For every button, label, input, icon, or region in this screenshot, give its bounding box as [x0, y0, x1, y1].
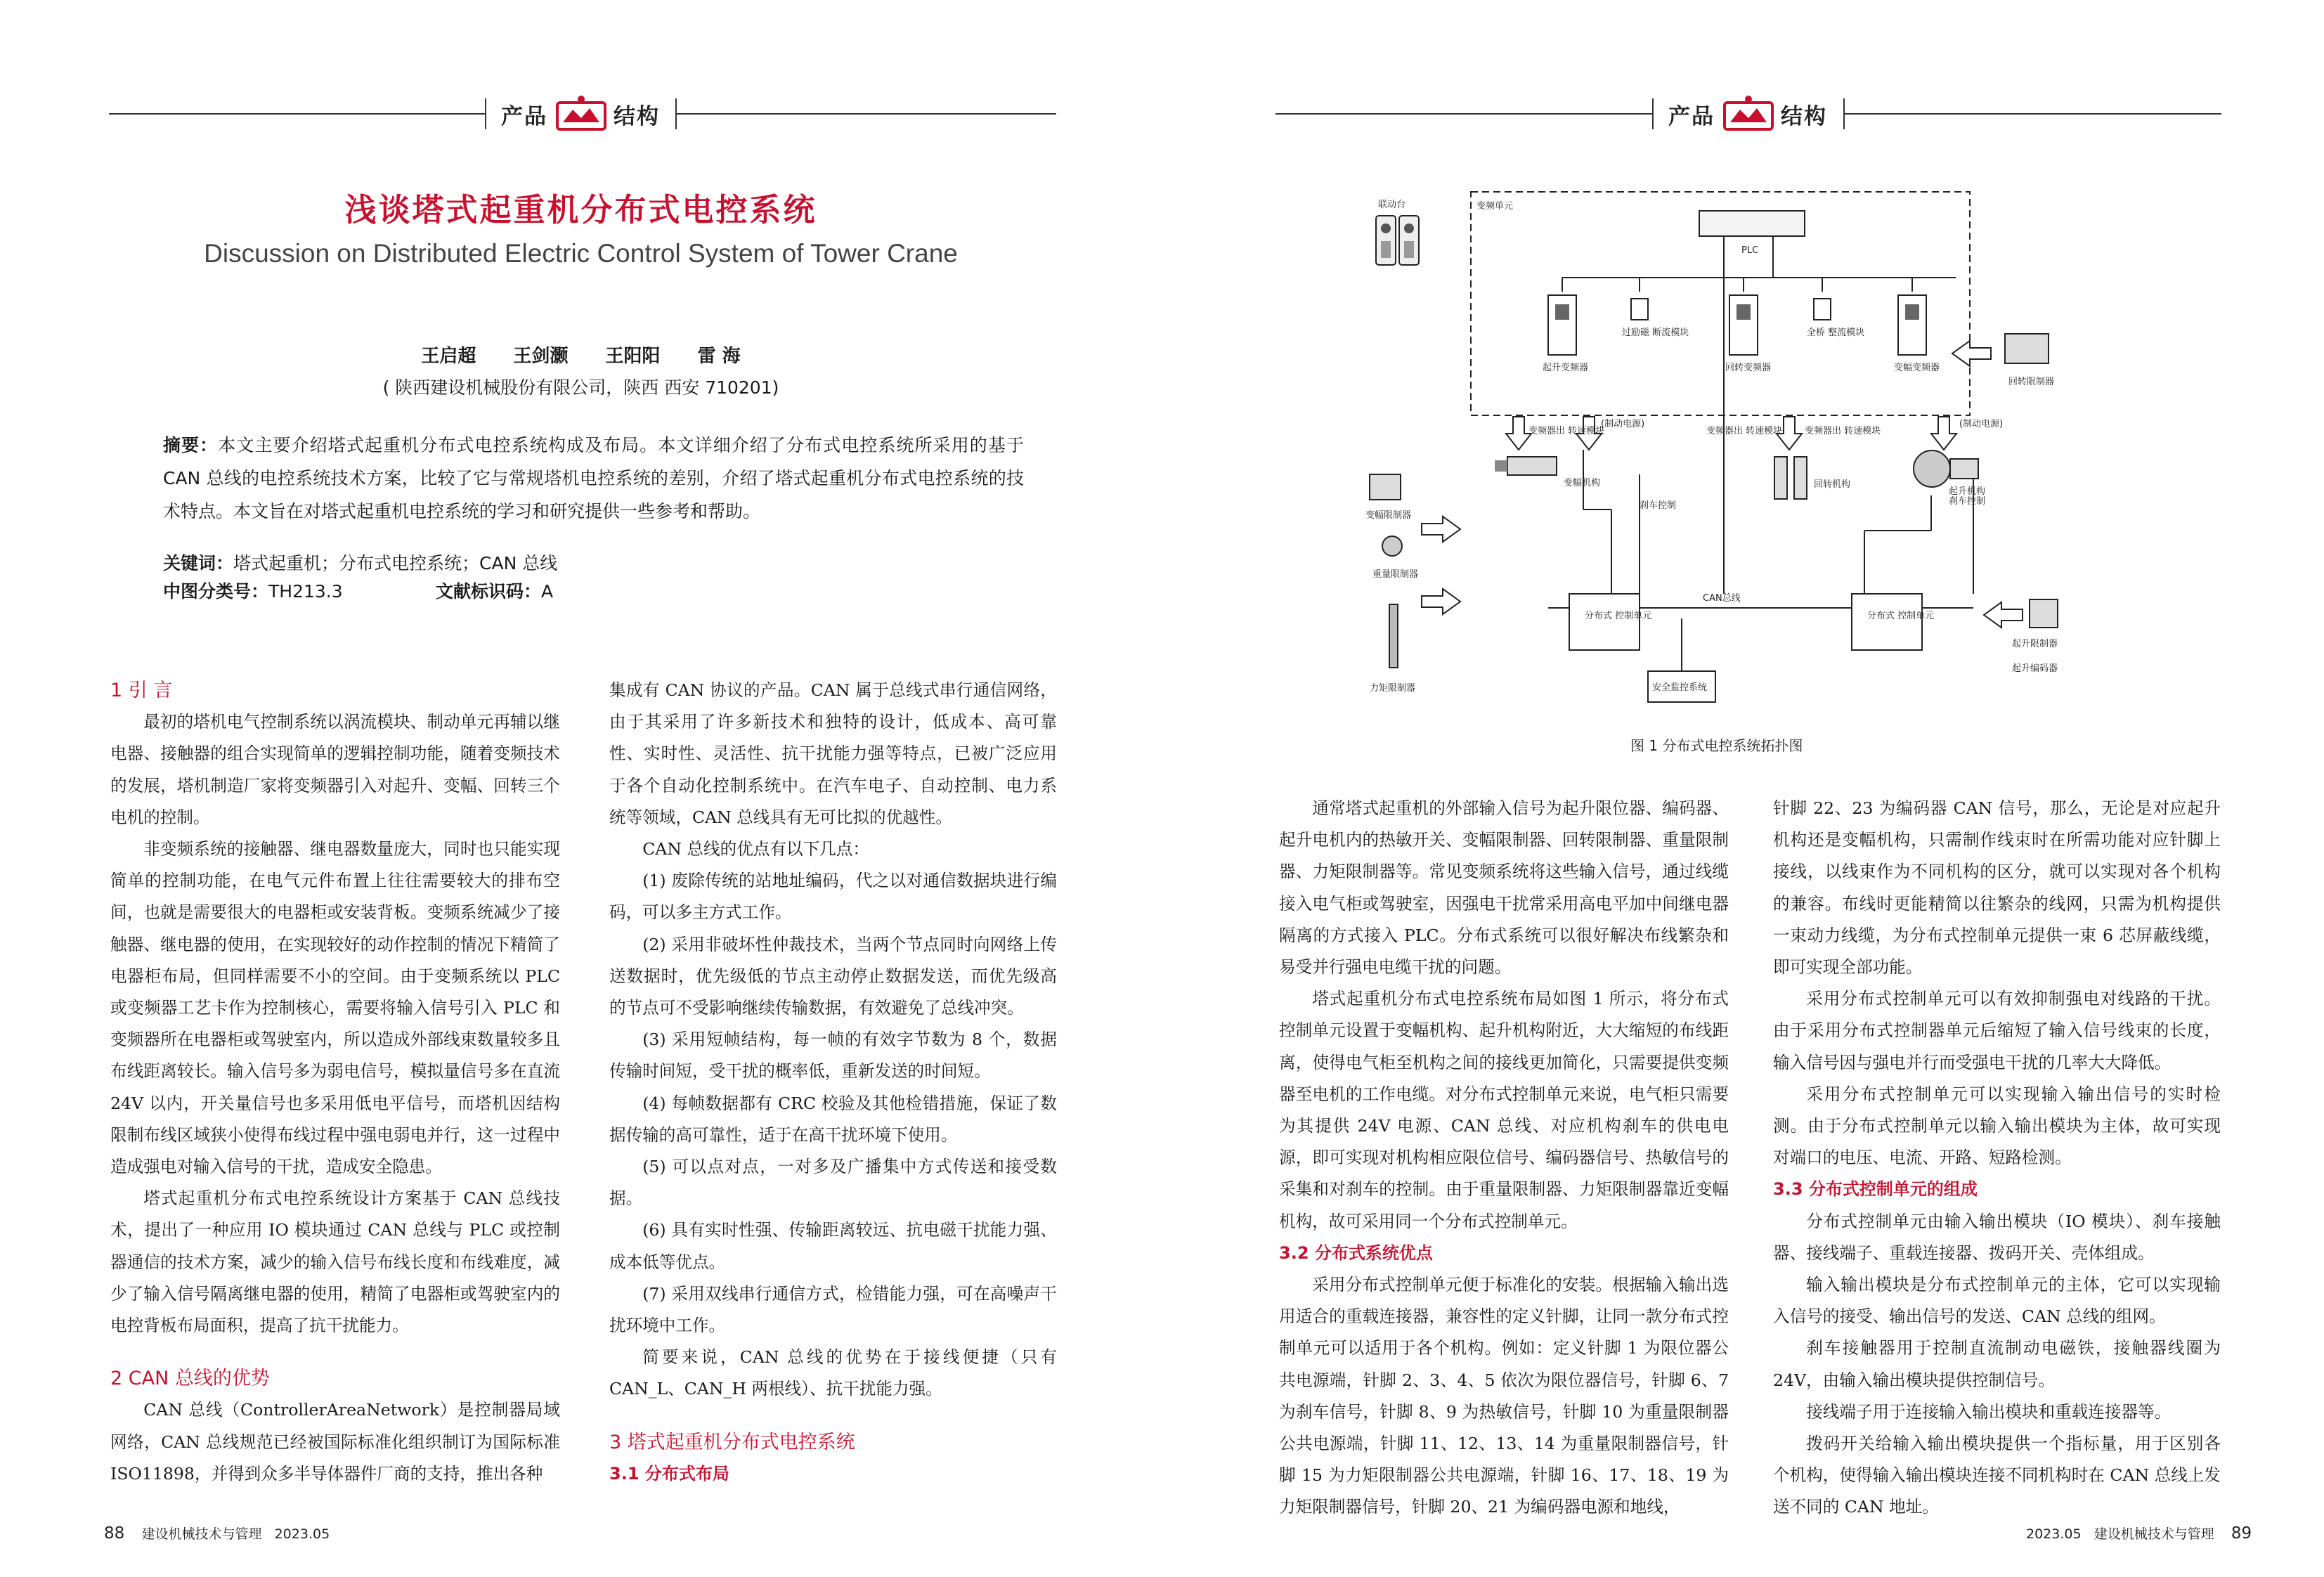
- header-divider: [1843, 98, 1845, 129]
- mod1-label: 过励磁 断流模块: [1622, 327, 1689, 338]
- list-item: (1) 废除传统的站地址编码，代之以对通信数据块进行编码，可以多主方式工作。: [609, 871, 1057, 923]
- clc-code: [163, 578, 343, 603]
- topology-diagram: [1344, 179, 2061, 731]
- paragraph: 针脚 22、23 为编码器 CAN 信号，那么，无论是对应起升机构还是变幅机构，只需制作线束时在所需功能对应针脚上接线，以线束作为不同机构的区分，就可以实现对各个机构的兼容。布线时更能精简以往繁杂的线网，只需为机构提供一束动力线缆，为分布式控制单元提供一束 6 芯屏蔽线缆，即可实现全部功能。: [1773, 798, 2221, 978]
- switch-label: 重量限制器: [1372, 569, 1419, 580]
- heading-1: 1 引 言: [110, 680, 173, 701]
- converter-label: 变频器出 转速模块: [1706, 426, 1783, 436]
- clc-value: TH213.3: [268, 581, 343, 602]
- vfd-icon: [1729, 295, 1758, 355]
- paragraph: 刹车接触器用于控制直流制动电磁铁，接触器线圈为 24V，由输入输出模块提供控制信号。: [1773, 1338, 2221, 1390]
- module-icon: [1814, 299, 1831, 320]
- brake-power-label: (制动电源): [1959, 419, 2004, 429]
- heading-3-2: 3.2 分布式系统优点: [1279, 1242, 1433, 1263]
- list-item: (2) 采用非破坏性仲裁技术，当两个节点同时向网络上传送数据时，优先级低的节点主动停止数据发送，而优先级高的节点可不受影响继续传输数据，有效避免了总线冲突。: [609, 934, 1057, 1018]
- limit-switch-icon: [2005, 334, 2049, 363]
- vfd2-label: 回转变频器: [1725, 363, 1772, 373]
- paragraph: 非变频系统的接触器、继电器数量庞大，同时也只能实现简单的控制功能，在电气元件布置上往往需要较大的排布空间，也就是需要很大的电器柜或安装背板。变频系统减少了接触器、继电器的使用，在实现较好的动作控制的情况下精简了电器柜布局，但同样需要不小的空间。由于变频系统以 PLC 或变频器工艺卡作为控制核心，需要将输入信号引入 PLC 和变频器所在电器柜或驾驶室内，所以造成外部线束数量较多且布线距离较长。输入信号多为弱电信号，模拟量信号多在直流 24V 以内，开关量信号也多采用低电平信号，而塔机因结构限制布线区域狭小使得布线过程中强电弱电并行，这一过程中造成强电对输入信号的干扰，造成安全隐患。: [110, 839, 560, 1177]
- switch-label: 变幅限制器: [1365, 510, 1412, 521]
- limit-switch-icon: [2030, 599, 2058, 628]
- magazine-logo-icon: [1720, 93, 1777, 132]
- list-item: (4) 每帧数据都有 CRC 校验及其他检错措施，保证了数据传输的高可靠性，适于在高干扰环境下使用。: [609, 1093, 1057, 1145]
- switch-label: 力矩限制器: [1370, 683, 1416, 694]
- paragraph: CAN 总线的优点有以下几点：: [642, 839, 869, 859]
- limit-switch-icon: [1382, 536, 1402, 556]
- clc-label: 中图分类号：: [163, 581, 269, 602]
- brake-power-label: (制动电源): [1601, 419, 1645, 429]
- author: 王启超: [421, 346, 476, 367]
- author: 王剑灏: [513, 346, 569, 367]
- abstract: [163, 429, 1024, 528]
- plc-label: PLC: [1741, 245, 1759, 256]
- right-arrow-icon: [1422, 517, 1460, 614]
- limit-switch-icon: [1370, 474, 1401, 500]
- footer-right: [2026, 1524, 2252, 1543]
- safety-label: 安全监控系统: [1652, 682, 1708, 693]
- switch-label: 起升限制器: [2012, 639, 2058, 649]
- journal-name: 建设机械技术与管理: [2093, 1526, 2214, 1542]
- right-column-2: [1773, 793, 2221, 1524]
- header-rule-right-b: [1845, 113, 2221, 115]
- figure-caption: 图 1 分布式电控系统拓扑图: [1630, 737, 1803, 754]
- vfd-icon: [1898, 295, 1926, 355]
- keywords: [163, 550, 557, 575]
- paragraph: 采用分布式控制单元便于标准化的安装。根据输入输出选用适合的重载连接器，兼容性的定义针脚，让同一款分布式控制单元可以适用于各个机构。例如：定义针脚 1 为限位器公共电源端，针脚 2、3、4、5 依次为限位器信号，针脚 6、7 为刹车信号，针脚 8、9 为热敏信号，针脚 10 为重量限制器公共电源端，针脚 11、12、13、14 为重量限制器信号，针脚 15 为力矩限制器公共电源端，针脚 16、17、18、19 为力矩限制器信号，针脚 20、21 为编码器电源和地线，: [1279, 1275, 1729, 1517]
- paragraph: 采用分布式控制单元可以有效抑制强电对线路的干扰。由于采用分布式控制器单元后缩短了输入信号线束的长度，输入信号因与强电并行而受强电干扰的几率大大降低。: [1773, 989, 2221, 1072]
- paragraph: 接线端子用于连接输入输出模块和重载连接器等。: [1806, 1401, 2172, 1422]
- right-page: [1162, 0, 2324, 1577]
- header-rule-right-a: [1275, 113, 1652, 115]
- heading-3: 3 塔式起重机分布式电控系统: [609, 1431, 855, 1453]
- authors: [0, 342, 1162, 368]
- paragraph: 最初的塔机电气控制系统以涡流模块、制动单元再辅以继电器、接触器的组合实现简单的逻辑控制功能，随着变频技术的发展，塔机制造厂家将变频器引入对起升、变幅、回转三个电机的控制。: [110, 712, 560, 827]
- trolley-mechanism-icon: [1495, 457, 1557, 475]
- article-title-en: Discussion on Distributed Electric Control System of Tower Crane: [204, 239, 958, 268]
- article-title-cn: 浅谈塔式起重机分布式电控系统: [344, 191, 817, 228]
- right-column-1: [1279, 793, 1729, 1524]
- module-icon: [1631, 299, 1648, 320]
- paragraph: 分布式控制单元由输入输出模块（IO 模块）、刹车接触器、接线端子、重载连接器、拨码开关、壳体组成。: [1773, 1211, 2221, 1263]
- dcu-label: 分布式 控制单元: [1867, 611, 1935, 621]
- heading-3-1: 3.1 分布式布局: [609, 1463, 729, 1484]
- paragraph: 输入输出模块是分布式控制单元的主体，它可以实现输入信号的接受、输出信号的发送、CAN 总线的组网。: [1773, 1275, 2221, 1327]
- switch-label: 回转限制器: [2008, 377, 2055, 387]
- paragraph: 简要来说，CAN 总线的优势在于接线便捷（只有 CAN_L、CAN_H 两根线）、抗干扰能力强。: [609, 1347, 1057, 1399]
- header-divider: [485, 98, 486, 129]
- plc-icon: [1699, 211, 1805, 236]
- paragraph: 采用分布式控制单元可以实现输入输出信号的实时检测。由于分布式控制单元以输入输出模块为主体，故可实现对端口的电压、电流、开路、短路检测。: [1773, 1084, 2221, 1168]
- keywords-label: 关键词：: [163, 553, 234, 573]
- brake-label: 刹车控制: [1949, 496, 1986, 507]
- paragraph: 通常塔式起重机的外部输入信号为起升限位器、编码器、起升电机内的热敏开关、变幅限制器、回转限制器、重量限制器、力矩限制器等。常见变频系统将这些输入信号，通过线缆接入电气柜或驾驶室，因强电干扰常采用高电平加中间继电器隔离的方式接入 PLC。分布式系统可以很好解决布线繁杂和易受并行强电电缆干扰的问题。: [1279, 798, 1729, 978]
- header-label-right: 结构: [614, 104, 660, 129]
- left-column-1: [110, 675, 560, 1490]
- distributed-control-unit: [1852, 594, 1922, 650]
- author: 雷 海: [697, 346, 741, 367]
- paragraph: 塔式起重机分布式电控系统设计方案基于 CAN 总线技术，提出了一种应用 IO 模块通过 CAN 总线与 PLC 或控制器通信的技术方案，减少的输入信号布线长度和布线难度，减少了输入信号隔离继电器的使用，精简了电器柜或驾驶室内的电控背板布局面积，提高了抗干扰能力。: [110, 1188, 560, 1336]
- paragraph: CAN 总线（ControllerAreaNetwork）是控制器局域网络，CAN 总线规范已经被国际标准化组织制订为国际标准 ISO11898，并得到众多半导体器件厂商的支持，推出各种: [110, 1400, 560, 1484]
- vfd1-label: 起升变频器: [1543, 363, 1589, 373]
- page-number: 89: [2231, 1524, 2252, 1543]
- can-label: CAN总线: [1703, 593, 1741, 604]
- encoder-label: 起升编码器: [2012, 663, 2058, 674]
- issue: 2023.05: [2026, 1526, 2082, 1542]
- list-item: (7) 采用双线串行通信方式，检错能力强，可在高噪声干扰环境中工作。: [609, 1283, 1057, 1336]
- paragraph: 拨码开关给输入输出模块提供一个指标量，用于区别各个机构，使得输入输出模块连接不同机构时在 CAN 总线上发送不同的 CAN 地址。: [1773, 1434, 2221, 1517]
- footer-left: [104, 1524, 330, 1543]
- hoist-mechanism-icon: [1914, 450, 1978, 487]
- left-column-2: [609, 675, 1057, 1490]
- mech-label: 起升机构: [1949, 486, 1986, 497]
- vfd-unit-label: 变频单元: [1476, 201, 1514, 212]
- doc-value: A: [541, 581, 554, 602]
- converter-label: 变频器出 转速模块: [1528, 426, 1605, 436]
- paragraph: 集成有 CAN 协议的产品。CAN 属于总线式串行通信网络，由于其采用了许多新技术和独特的设计，低成本、高可靠性、实时性、灵活性、抗干扰能力强等特点，已被广泛应用于各个自动化控制系统中。在汽车电子、自动控制、电力系统等领域，CAN 总线具有无可比拟的优越性。: [609, 680, 1057, 827]
- header-label-right: 结构: [1781, 104, 1827, 129]
- list-item: (3) 采用短帧结构，每一帧的有效字节数为 8 个，数据传输时间短，受干扰的概率低，重新发送的时间短。: [609, 1030, 1057, 1082]
- heading-3-3: 3.3 分布式控制单元的组成: [1773, 1179, 1978, 1200]
- list-item: (6) 具有实时性强、传输距离较远、抗电磁干扰能力强、成本低等优点。: [609, 1220, 1057, 1272]
- header-rule-left-a: [109, 113, 485, 115]
- journal-name: 建设机械技术与管理: [141, 1526, 262, 1542]
- mech-label: 变幅机构: [1564, 478, 1601, 488]
- brake-label: 刹车控制: [1640, 500, 1677, 511]
- issue: 2023.05: [274, 1526, 330, 1542]
- mod2-label: 全桥 整流模块: [1807, 327, 1865, 338]
- slewing-mechanism-icon: [1774, 457, 1807, 499]
- console-label: 联动台: [1378, 200, 1406, 210]
- mech-label: 回转机构: [1814, 479, 1851, 490]
- limit-switch-icon: [1389, 604, 1398, 668]
- page-number: 88: [104, 1524, 125, 1543]
- paragraph: 塔式起重机分布式电控系统布局如图 1 所示，将分布式控制单元设置于变幅机构、起升机构附近，大大缩短的布线距离，使得电气柜至机构之间的接线更加简化，只需要提供变频器至电机的工作电缆。对分布式控制单元来说，电气柜只需要为其提供 24V 电源、CAN 总线、对应机构刹车的供电电源，即可实现对机构相应限位信号、编码器信号、热敏信号的采集和对刹车的控制。由于重量限制器、力矩限制器靠近变幅机构，故可采用同一个分布式控制单元。: [1279, 989, 1729, 1231]
- affiliation: ( 陕西建设机械股份有限公司，陕西 西安 710201): [382, 377, 779, 398]
- console-icon: [1376, 216, 1419, 265]
- author: 王阳阳: [605, 346, 661, 367]
- header-divider: [1652, 98, 1654, 129]
- heading-2: 2 CAN 总线的优势: [110, 1368, 270, 1390]
- header-label-left: 产品: [501, 104, 547, 129]
- magazine-logo-icon: [553, 93, 609, 132]
- dcu-label: 分布式 控制单元: [1585, 611, 1652, 621]
- abstract-label: 摘要：: [163, 435, 219, 455]
- doc-code: [436, 578, 553, 603]
- list-item: (5) 可以点对点，一对多及广播集中方式传送和接受数据。: [609, 1157, 1057, 1209]
- vfd3-label: 变幅变频器: [1894, 363, 1940, 373]
- distributed-control-unit: [1569, 594, 1640, 650]
- keywords-text: 塔式起重机；分布式电控系统；CAN 总线: [233, 553, 558, 573]
- doc-label: 文献标识码：: [436, 581, 542, 602]
- header-divider: [675, 98, 677, 129]
- header-label-left: 产品: [1668, 104, 1715, 129]
- abstract-text: 本文主要介绍塔式起重机分布式电控系统构成及布局。本文详细介绍了分布式电控系统所采用的基于 CAN 总线的电控系统技术方案，比较了它与常规塔机电控系统的差别，介绍了塔式起重机分布式电控系统的技术特点。本文旨在对塔式起重机电控系统的学习和研究提供一些参考和帮助。: [163, 435, 1024, 521]
- converter-label: 变频器出 转速模块: [1805, 426, 1881, 436]
- header-rule-left-b: [677, 113, 1056, 115]
- vfd-icon: [1548, 295, 1576, 355]
